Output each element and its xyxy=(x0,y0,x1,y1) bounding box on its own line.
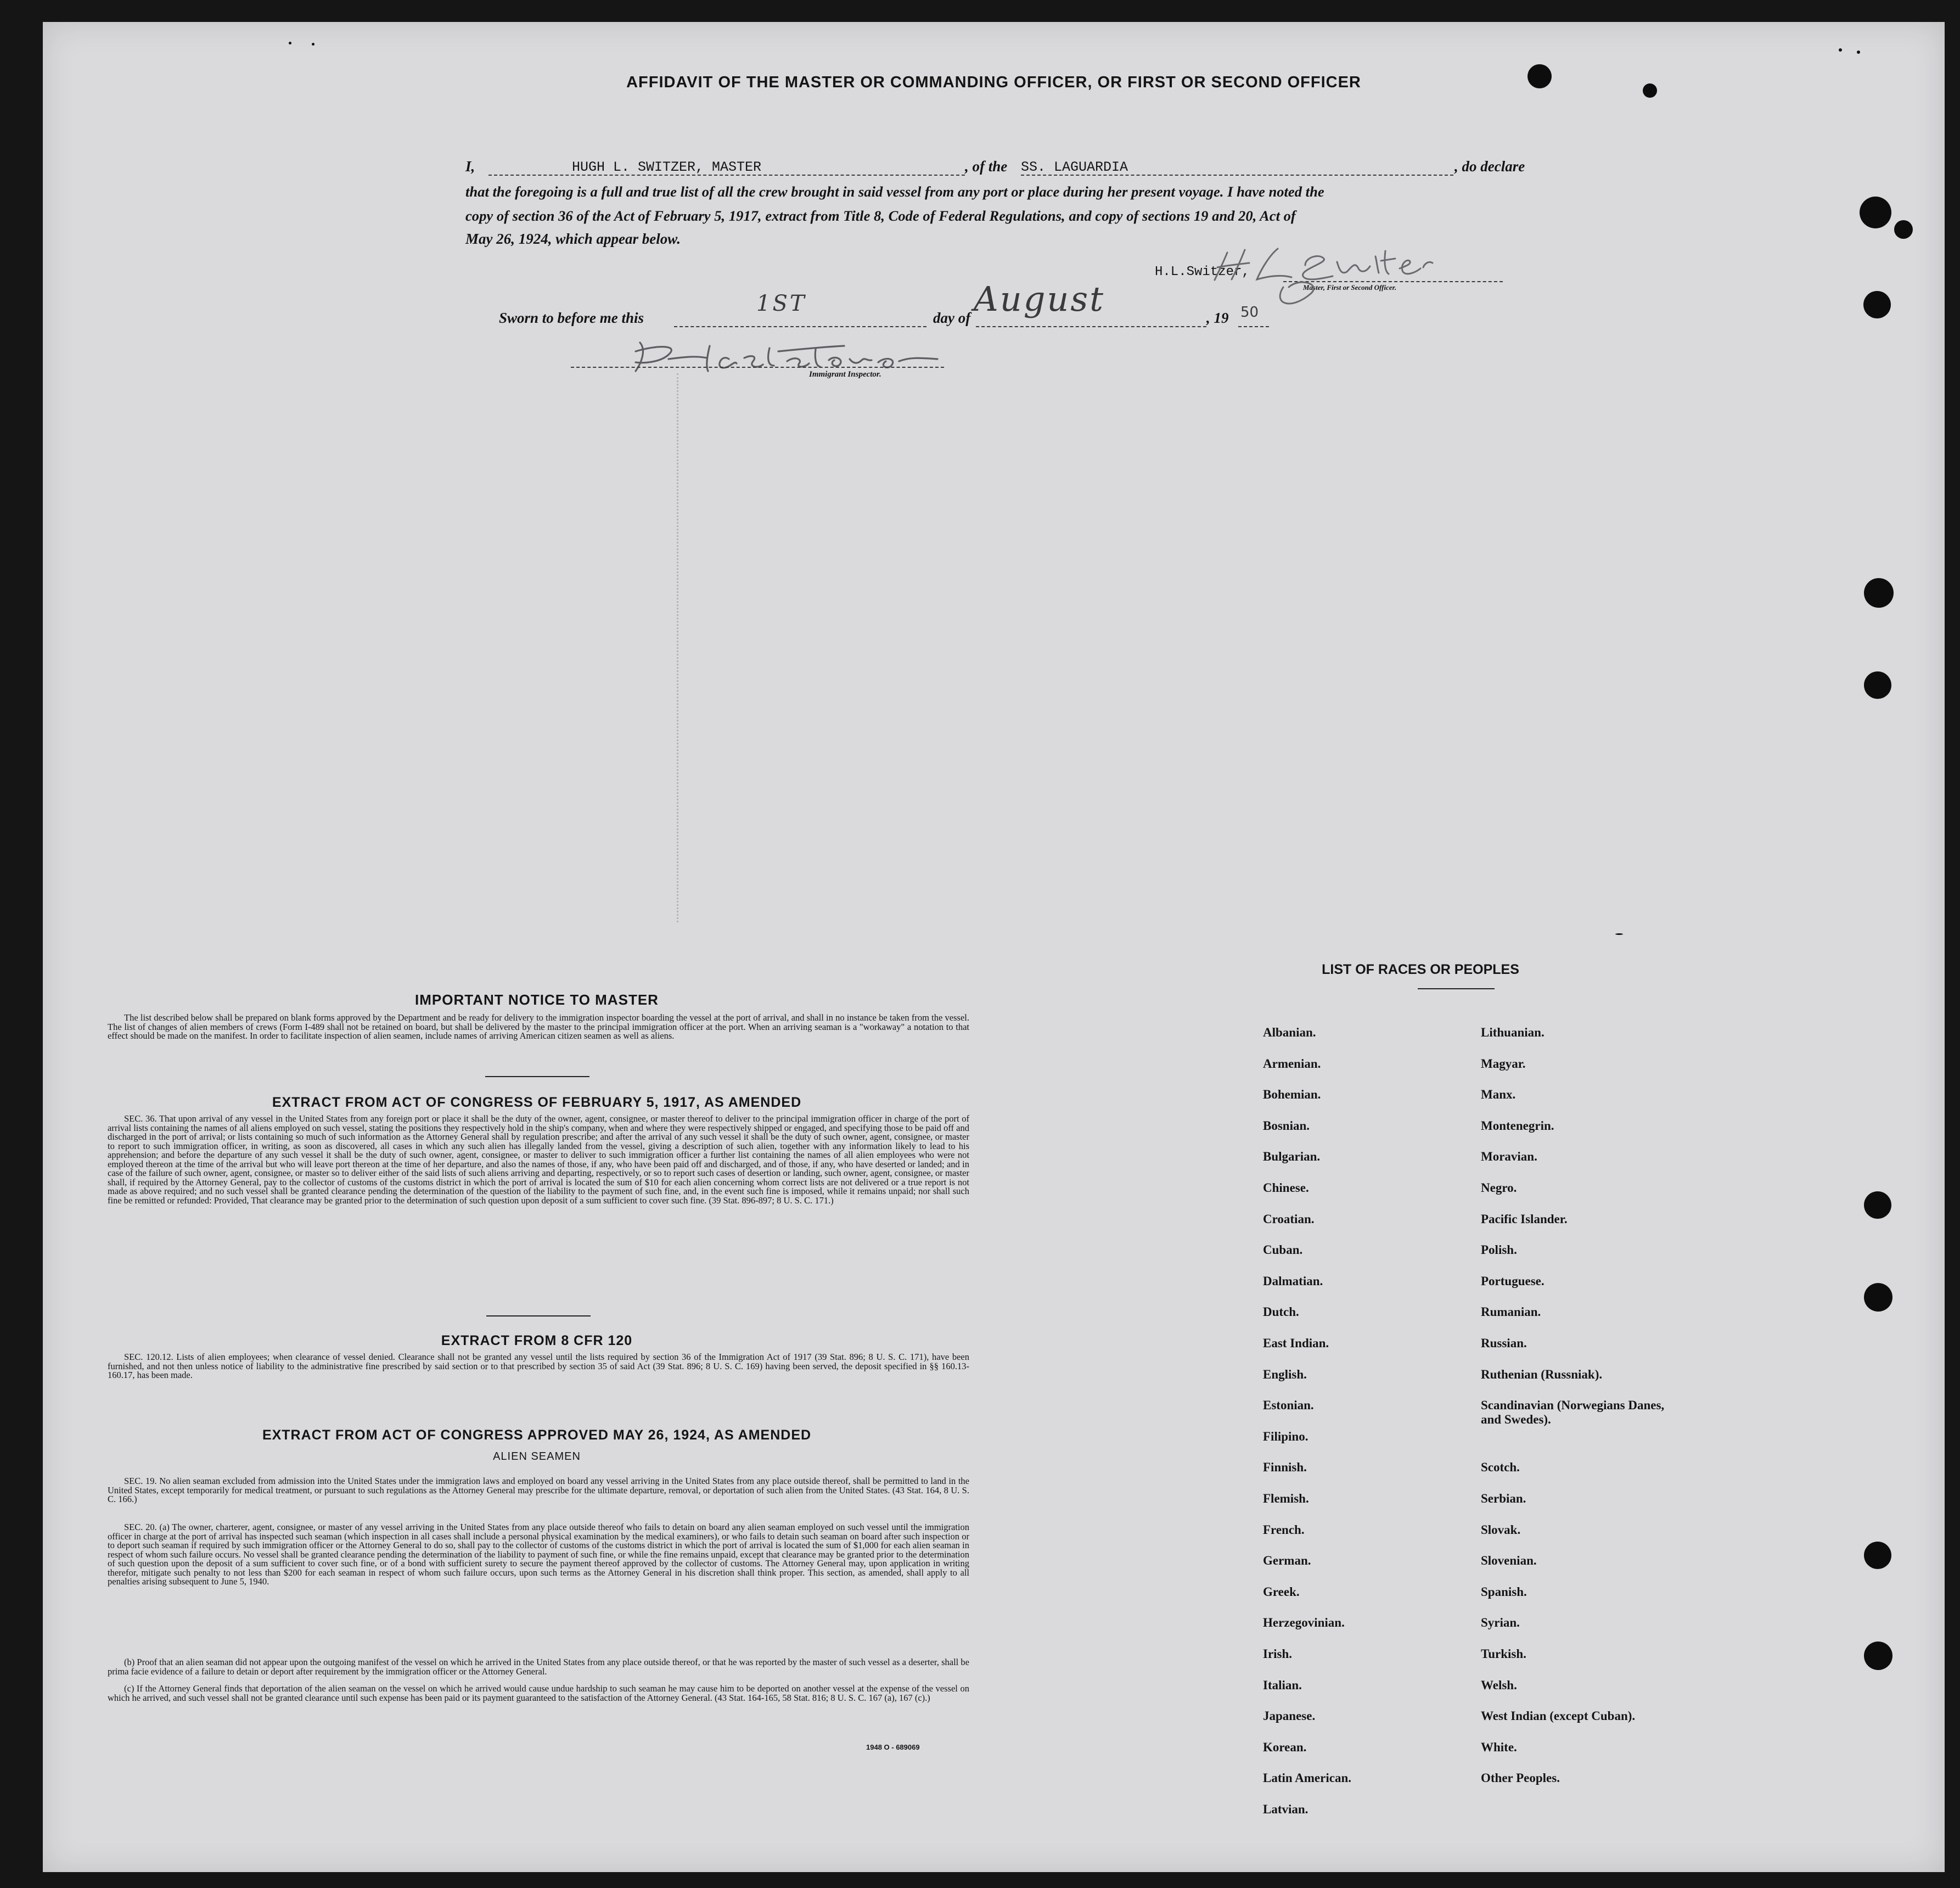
punch-hole xyxy=(1864,1191,1891,1219)
race-item: Cuban. xyxy=(1263,1243,1303,1257)
punch-hole xyxy=(1863,291,1891,318)
year-underline xyxy=(1238,326,1269,327)
race-item: Portuguese. xyxy=(1481,1274,1545,1288)
affidavit-line-2: that the foregoing is a full and true list of all the crew brought in said vessel from any port or place during her present voyage. I have noted the xyxy=(465,183,1324,200)
extract-cfr-heading: EXTRACT FROM 8 CFR 120 xyxy=(441,1333,633,1348)
race-item: Croatian. xyxy=(1263,1212,1315,1226)
race-item: Polish. xyxy=(1481,1243,1517,1257)
race-item: Montenegrin. xyxy=(1481,1118,1554,1133)
extract-cfr-body: SEC. 120.12. Lists of alien employees; when clearance of vessel denied. Clearance shall not be granted any vessel until the lists required by section 36 of the Immigration Act of 1917 (39 Stat. 896; 8 U. S. C. 171), have been furnished, and not then unless notice of liability to the administrative fine prescribed by said section or to that prescribed by section 35 of said Act (39 Stat. 896; 8 U. S. C. 169) having been served, the deposit specified in §§ 160.13-160.17, has been made. xyxy=(108,1352,969,1380)
signer-typed-name: H.L.Switzer, xyxy=(1155,265,1250,279)
punch-hole xyxy=(1864,1283,1892,1312)
speck xyxy=(1615,933,1623,935)
race-item: Albanian. xyxy=(1263,1026,1316,1039)
race-item: Chinese. xyxy=(1263,1181,1309,1195)
notice-body: The list described below shall be prepared on blank forms approved by the Department and be ready for delivery to the immigration inspector boarding the vessel at the port of arrival, and shall in no instance be taken from the vessel. The list of changes of alien members of crews (Form I-489 shall not be retained on board, but shall be delivered by the master to the principal immigration officer at the port. When an arriving seaman is a "workaway" a notation to that effect should be made on the manifest. In order to facilitate inspection of alien seamen, include names of arriving American citizen seamen as well as aliens. xyxy=(108,1012,969,1041)
punch-hole xyxy=(1860,197,1891,228)
race-item: Moravian. xyxy=(1481,1150,1537,1164)
race-item: East Indian. xyxy=(1263,1336,1329,1350)
race-item: Scandinavian (Norwegians Danes, and Swedes). xyxy=(1481,1398,1665,1427)
extract-1924-heading: EXTRACT FROM ACT OF CONGRESS APPROVED MAY 26, 1924, AS AMENDED xyxy=(262,1427,812,1443)
race-item: Slovak. xyxy=(1481,1522,1521,1537)
punch-hole xyxy=(1864,1542,1891,1569)
race-item: Italian. xyxy=(1263,1678,1302,1692)
race-item: Rumanian. xyxy=(1481,1305,1541,1319)
races-title: LIST OF RACES OR PEOPLES xyxy=(1322,962,1519,977)
inspector-caption: Immigrant Inspector. xyxy=(809,370,881,379)
year-prefix: , 19 xyxy=(1206,310,1229,326)
sec-19-body: SEC. 19. No alien seaman excluded from admission into the United States under the immigration laws and employed on board any vessel arriving in the United States from any place outside thereof, shall be permitted to land in the United States, except temporarily for medical treatment, or pursuant to such regulations as the Attorney General may prescribe for the ultimate departure, removal, or deportation of such alien from the United States. (43 Stat. 164, 8 U. S. C. 166.) xyxy=(108,1476,969,1504)
race-item: Syrian. xyxy=(1481,1616,1520,1630)
affidavit-pre-name: I, xyxy=(465,158,475,175)
race-item: Ruthenian (Russniak). xyxy=(1481,1367,1603,1381)
race-item: Bohemian. xyxy=(1263,1088,1321,1102)
master-signature xyxy=(1195,222,1448,327)
race-item: White. xyxy=(1481,1740,1517,1754)
race-item: Bulgarian. xyxy=(1263,1150,1321,1164)
races-title-rule xyxy=(1418,988,1495,989)
affidavit-title: AFFIDAVIT OF THE MASTER OR COMMANDING OFFICER, OR FIRST OR SECOND OFFICER xyxy=(626,74,1361,91)
race-item: Welsh. xyxy=(1481,1678,1517,1692)
vessel-name-field: SS. LAGUARDIA xyxy=(1021,159,1128,175)
race-item: Filipino. xyxy=(1263,1429,1308,1443)
race-item: Japanese. xyxy=(1263,1709,1316,1723)
race-item: Serbian. xyxy=(1481,1492,1526,1505)
fold-crease xyxy=(677,373,678,922)
race-item: Other Peoples. xyxy=(1481,1771,1560,1785)
extract-1917-heading: EXTRACT FROM ACT OF CONGRESS OF FEBRUARY 5, 1917, AS AMENDED xyxy=(272,1095,802,1110)
master-name-field: HUGH L. SWITZER, MASTER xyxy=(572,159,762,175)
race-item: Finnish. xyxy=(1263,1460,1307,1475)
race-item: Estonian. xyxy=(1263,1398,1314,1413)
race-item: Lithuanian. xyxy=(1481,1026,1545,1039)
affidavit-of-the: , of the xyxy=(965,158,1008,175)
race-item: Flemish. xyxy=(1263,1492,1309,1505)
affidavit-line-4: May 26, 1924, which appear below. xyxy=(465,231,681,247)
punch-hole xyxy=(1864,1642,1892,1670)
year-value: 50 xyxy=(1240,304,1259,321)
form-page xyxy=(43,22,1945,1872)
race-item: Spanish. xyxy=(1481,1584,1527,1599)
race-item: Manx. xyxy=(1481,1088,1516,1102)
speck xyxy=(1839,48,1842,52)
race-item: French. xyxy=(1263,1522,1305,1537)
alien-seamen-subheading: ALIEN SEAMEN xyxy=(493,1450,581,1463)
sec-20c-body: (c) If the Attorney General finds that deportation of the alien seaman on the vessel on which he arrived would cause undue hardship to such seaman he may cause him to be deported on another vessel at the expense of the vessel on which he arrived, and such vessel shall not be granted clearance until such expense has been paid or its payment guaranteed to the satisfaction of the Attorney General. (43 Stat. 164-165, 58 Stat. 816; 8 U. S. C. 167 (a), 167 (c).) xyxy=(108,1683,969,1703)
sec-20b-body: (b) Proof that an alien seaman did not appear upon the outgoing manifest of the vessel on which he arrived in the United States from any place outside thereof, or that he was reported by the master of such vessel as a deserter, shall be prima facie evidence of a failure to detain or deport after requirement by the immigration officer or the Attorney General. xyxy=(108,1657,969,1677)
race-item: Pacific Islander. xyxy=(1481,1212,1568,1226)
punch-hole xyxy=(1894,220,1913,239)
speck xyxy=(1857,51,1860,54)
notice-heading: IMPORTANT NOTICE TO MASTER xyxy=(415,991,659,1008)
race-item: English. xyxy=(1263,1367,1307,1381)
race-item: Korean. xyxy=(1263,1740,1307,1754)
race-item: Scotch. xyxy=(1481,1460,1520,1475)
race-item: Irish. xyxy=(1263,1647,1293,1661)
day-value: 1ST xyxy=(756,291,807,316)
print-code: 1948 O - 689069 xyxy=(866,1743,920,1751)
race-item: German. xyxy=(1263,1554,1311,1568)
inspector-underline xyxy=(571,367,944,368)
race-item: Slovenian. xyxy=(1481,1554,1537,1568)
inspector-signature xyxy=(614,335,998,379)
race-item: West Indian (except Cuban). xyxy=(1481,1709,1636,1723)
race-item: Herzegovinian. xyxy=(1263,1616,1345,1630)
day-of-label: day of xyxy=(933,310,971,326)
extract-1917-body: SEC. 36. That upon arrival of any vessel in the United States from any foreign port or place it shall be the duty of the owner, agent, consignee, or master thereof to deliver to the principal immigration officer in charge of the port of arrival lists containing the names of all aliens employed on such vessel, stating the positions they respectively hold in the ship's company, when and where they were respectively shipped or engaged, and specifying those to be paid off and discharged in the port of arrival; or lists containing so much of such information as the Attorney General shall by regulation prescribe; and after the arrival of any such vessel it shall be the duty of such owner, agent, consignee, or master to report to such immigration officer, in writing, as soon as discovered, all cases in which any such alien has illegally landed from the vessel, giving a description of such alien, together with any information likely to lead to his apprehension; and before the departure of any such vessel it shall be the duty of such owner, agent, consignee, or master to deliver to such immigration officer a further list containing the names of all alien employees who were not employed thereon at the time of the arrival but who will leave port thereon at the time of her departure, and also the names of those, if any, who have been paid off and discharged, and of those, if any, who have deserted or landed; and in case of the failure of such owner, agent, consignee, or master so to deliver either of the said lists of such aliens arriving and departing, respectively, or so to report such cases of desertion or landing, such owner, agent, consignee, or master shall, if required by the Attorney General, pay to the collector of customs of the customs district in which the port of arrival is located the sum of $10 for each alien concerning whom correct lists are not delivered or a true report is not made as above required; and no such vessel shall be granted clearance pending the determination of the question of the liability to the payment of such fine, and, in the event such fine is imposed, while it remains unpaid; nor shall such fine be remitted or refunded: Provided, That clearance may be granted prior to the determination of such question upon deposit of a sum sufficient to cover such fine. (39 Stat. 896-897; 8 U. S. C. 171.) xyxy=(108,1113,969,1206)
race-item: Dutch. xyxy=(1263,1305,1299,1319)
race-item: Russian. xyxy=(1481,1336,1527,1350)
notice-rule xyxy=(485,1076,589,1077)
race-item: Latin American. xyxy=(1263,1771,1351,1785)
race-item: Magyar. xyxy=(1481,1056,1526,1071)
race-item: Dalmatian. xyxy=(1263,1274,1323,1288)
speck xyxy=(312,43,315,46)
speck xyxy=(289,42,291,44)
affidavit-do-declare: , do declare xyxy=(1454,158,1525,175)
punch-hole xyxy=(1864,578,1894,608)
race-item: Negro. xyxy=(1481,1181,1517,1195)
race-item: Greek. xyxy=(1263,1584,1300,1599)
affidavit-line-3: copy of section 36 of the Act of February 5, 1917, extract from Title 8, Code of Federal Regulations, and copy of sections 19 and 20, Act of xyxy=(465,208,1296,224)
race-item: Bosnian. xyxy=(1263,1118,1310,1133)
race-item: Armenian. xyxy=(1263,1056,1321,1071)
extract-1917-rule xyxy=(486,1315,591,1316)
race-item: Latvian. xyxy=(1263,1802,1308,1816)
sec-20a-body: SEC. 20. (a) The owner, charterer, agent, consignee, or master of any vessel arriving in the United States from any place outside thereof who fails to detain on board any alien seaman employed on such vessel until the immigration officer in charge at the port of arrival has inspected such seaman (which inspection in all cases shall include a personal physical examination by the medical examiners), or who fails to detain such seaman on board after such inspection or to deport such seaman if required by such immigration officer or the Attorney General to do so, shall pay to the collector of customs of the customs district in which the port of arrival is located the sum of $1,000 for each alien seaman in respect of whom such failure occurs. No vessel shall be granted clearance pending the determination of the liability to payment of such fine, or while the fine remains unpaid, except that clearance may be granted prior to the determination of such question upon the deposit of a sum sufficient to cover such fine, or of a bond with sufficient surety to secure the payment thereof approved by the collector of customs. The Attorney General may, upon application in writing therefor, mitigate such penalty to not less than $200 for each seaman in respect of whom such failure occurs, upon such terms as the Attorney General in his discretion shall think proper. This section, as amended, shall apply to all penalties arising subsequent to June 5, 1940. xyxy=(108,1522,969,1587)
signer-title: Master, First or Second Officer. xyxy=(1303,283,1397,292)
sworn-label: Sworn to before me this xyxy=(499,310,644,326)
month-underline xyxy=(976,326,1206,327)
race-item: Turkish. xyxy=(1481,1647,1526,1661)
month-value: August xyxy=(974,279,1105,319)
punch-hole xyxy=(1864,671,1891,699)
day-underline xyxy=(674,326,926,327)
